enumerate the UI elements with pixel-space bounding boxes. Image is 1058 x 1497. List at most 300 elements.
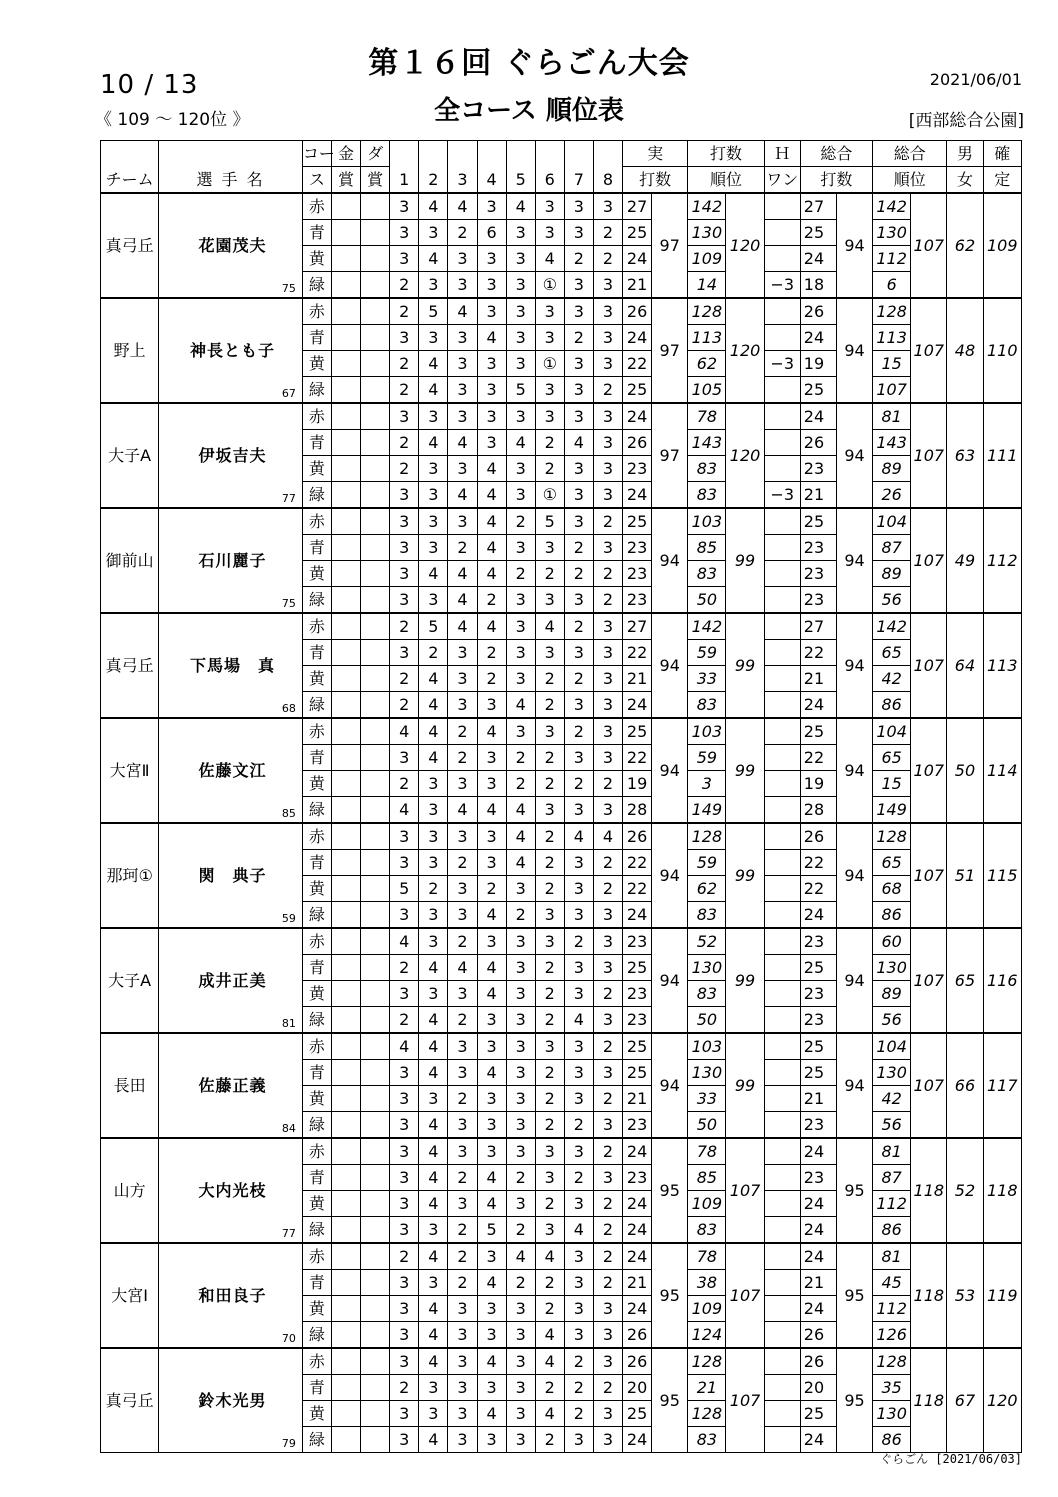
hole-in-one-bonus <box>764 613 800 640</box>
hole-score-value: 2 <box>544 668 555 688</box>
hole-score-value: 3 <box>457 878 468 898</box>
hole-score-value: 3 <box>602 196 614 216</box>
hole-score <box>477 1033 506 1060</box>
player-name: 成井正美 <box>198 970 267 990</box>
team-name: 野上 <box>101 298 159 403</box>
rank-range: 《 109 ～ 120位 》 <box>95 110 250 130</box>
hole-score <box>448 1427 477 1453</box>
hole-score <box>419 981 448 1007</box>
hole-score <box>390 1112 419 1139</box>
hole-score <box>419 1112 448 1139</box>
course-total-rank: 104 <box>873 718 911 745</box>
course-strokes: 23 <box>623 456 652 482</box>
hole-score <box>593 850 622 876</box>
hole-in-one-bonus <box>764 1296 800 1322</box>
hole-score <box>564 430 593 456</box>
hole-score-value: 4 <box>428 1036 439 1056</box>
hole-score-value: 2 <box>544 1377 555 1397</box>
gold-prize <box>331 1243 360 1270</box>
course-total: 26 <box>800 1322 836 1349</box>
stroke-rank: 99 <box>726 613 764 718</box>
hole-score <box>593 351 622 377</box>
hole-score <box>390 797 419 824</box>
course-strokes: 22 <box>623 351 652 377</box>
course-total-rank: 113 <box>873 325 911 351</box>
hole-score <box>448 1033 477 1060</box>
col-total-top: 総合 <box>800 141 872 167</box>
hole-score-value: 2 <box>602 563 614 583</box>
hole-score <box>564 351 593 377</box>
hole-score <box>448 535 477 561</box>
course-total-rank: 89 <box>873 561 911 587</box>
table-row <box>101 508 1022 535</box>
gold-prize <box>331 928 360 955</box>
hole-score-value: 3 <box>544 1219 555 1239</box>
hole-score-value: 3 <box>486 1088 497 1108</box>
hole-score-value: 3 <box>399 1167 410 1187</box>
hole-score <box>506 1427 535 1453</box>
hole-score <box>390 246 419 272</box>
col-final-bot: 定 <box>983 167 1021 194</box>
hole-score <box>593 1191 622 1217</box>
hole-score <box>390 745 419 771</box>
course-rank: 14 <box>688 272 726 299</box>
hole-score <box>390 718 419 745</box>
footer-stamp: ぐらごん [2021/06/03] <box>880 1452 1022 1466</box>
overall-rank: 107 <box>911 928 947 1033</box>
hole-score-value: 3 <box>486 1324 497 1344</box>
hole-score <box>390 1191 419 1217</box>
da-prize <box>361 955 390 981</box>
hole-score <box>448 823 477 850</box>
hole-score <box>593 876 622 902</box>
hole-score-value: 4 <box>399 931 410 951</box>
overall-total: 95 <box>836 1348 872 1453</box>
gold-prize <box>331 1191 360 1217</box>
col-hole-1: 1 <box>390 141 419 194</box>
hole-score-value: 2 <box>457 537 468 557</box>
hole-score <box>535 902 564 929</box>
course-total: 23 <box>800 561 836 587</box>
hole-score <box>390 902 419 929</box>
gender-rank: 50 <box>947 718 983 823</box>
hole-score-value: 3 <box>428 983 439 1003</box>
hole-in-one-bonus <box>764 325 800 351</box>
hole-score-value: 2 <box>573 563 584 583</box>
hole-score <box>535 850 564 876</box>
da-prize <box>361 193 390 220</box>
hole-score-value: 3 <box>515 957 526 977</box>
hole-score <box>477 1401 506 1427</box>
course-total: 22 <box>800 640 836 666</box>
hole-score <box>477 403 506 430</box>
course-name: 赤 <box>302 1033 331 1060</box>
hole-in-one-bonus <box>764 1375 800 1401</box>
player-cell <box>159 508 303 613</box>
course-total: 24 <box>800 1243 836 1270</box>
hole-in-one-bonus <box>764 666 800 692</box>
hole-score-value: 3 <box>515 1193 526 1213</box>
hole-score-value: 4 <box>515 826 526 846</box>
course-total-rank: 128 <box>873 823 911 850</box>
hole-score <box>564 403 593 430</box>
hole-score <box>419 666 448 692</box>
da-prize <box>361 1033 390 1060</box>
da-prize <box>361 403 390 430</box>
course-total: 27 <box>800 193 836 220</box>
hole-score-value: 3 <box>428 327 439 347</box>
course-total-rank: 112 <box>873 246 911 272</box>
course-total: 21 <box>800 1086 836 1112</box>
course-rank: 83 <box>688 692 726 719</box>
hole-score-value: 2 <box>573 248 584 268</box>
hole-score-value: 3 <box>399 826 410 846</box>
course-name: 緑 <box>302 272 331 299</box>
hole-score <box>593 430 622 456</box>
hole-in-one-mark: ① <box>542 484 557 504</box>
hole-score-value: 4 <box>515 799 526 819</box>
hole-score <box>477 666 506 692</box>
hole-score-value: 3 <box>573 642 584 662</box>
hole-score <box>593 1243 622 1270</box>
course-name: 青 <box>302 220 331 246</box>
player-cell <box>159 1033 303 1138</box>
hole-score-value: 4 <box>573 1009 584 1029</box>
da-prize <box>361 1060 390 1086</box>
hole-score-value: 3 <box>428 458 439 478</box>
hole-score-value: 4 <box>428 1009 439 1029</box>
hole-score <box>506 902 535 929</box>
col-team: チーム <box>101 141 159 194</box>
hole-score-value: 2 <box>457 721 468 741</box>
hole-score <box>593 1007 622 1034</box>
hole-score-value: 2 <box>486 642 497 662</box>
hole-score-value: 3 <box>602 642 614 662</box>
hole-in-one-bonus <box>764 928 800 955</box>
hole-score-value: 3 <box>602 1324 614 1344</box>
hole-score-value: 2 <box>544 1062 555 1082</box>
hole-score <box>419 1217 448 1244</box>
hole-score <box>419 692 448 719</box>
col-hole-6: 6 <box>535 141 564 194</box>
gold-prize <box>331 1270 360 1296</box>
course-strokes: 25 <box>623 220 652 246</box>
hole-score <box>419 771 448 797</box>
hole-score <box>419 797 448 824</box>
da-prize <box>361 823 390 850</box>
hole-score <box>390 1086 419 1112</box>
hole-score <box>419 482 448 509</box>
course-total-rank: 42 <box>873 666 911 692</box>
course-total-rank: 126 <box>873 1322 911 1349</box>
hole-in-one-bonus <box>764 771 800 797</box>
hole-score <box>448 1401 477 1427</box>
gold-prize <box>331 193 360 220</box>
hole-score-value: 3 <box>544 379 555 399</box>
hole-score <box>419 745 448 771</box>
hole-score-value: 3 <box>399 852 410 872</box>
hole-score-value: 2 <box>457 1219 468 1239</box>
course-strokes: 22 <box>623 640 652 666</box>
course-total-rank: 87 <box>873 1165 911 1191</box>
course-total-rank: 15 <box>873 351 911 377</box>
hole-score-value: 3 <box>573 301 584 321</box>
course-rank: 128 <box>688 298 726 325</box>
hole-score-value: 3 <box>515 1114 526 1134</box>
hole-score <box>593 1322 622 1349</box>
col-gold-top: 金 <box>331 141 360 167</box>
hole-score <box>506 823 535 850</box>
team-name: 大子A <box>101 928 159 1033</box>
hole-score-value: 3 <box>515 1403 526 1423</box>
hole-score <box>448 325 477 351</box>
course-strokes: 25 <box>623 1033 652 1060</box>
hole-score-value: 3 <box>486 826 497 846</box>
course-total: 22 <box>800 876 836 902</box>
hole-score-value: 3 <box>457 1141 468 1161</box>
course-strokes: 28 <box>623 797 652 824</box>
hole-score <box>564 1401 593 1427</box>
course-strokes: 22 <box>623 745 652 771</box>
hole-score-value: 2 <box>515 1167 526 1187</box>
hole-score <box>477 718 506 745</box>
course-total-rank: 81 <box>873 403 911 430</box>
hole-score <box>506 1243 535 1270</box>
course-rank: 62 <box>688 351 726 377</box>
course-total: 25 <box>800 1033 836 1060</box>
course-rank: 142 <box>688 613 726 640</box>
team-name: 大宮Ⅰ <box>101 1243 159 1348</box>
gold-prize <box>331 1217 360 1244</box>
gold-prize <box>331 351 360 377</box>
final-rank: 114 <box>983 718 1021 823</box>
hole-score-value: 3 <box>602 931 614 951</box>
player-cell <box>159 298 303 403</box>
hole-score <box>593 482 622 509</box>
hole-score <box>564 587 593 614</box>
hole-score <box>593 692 622 719</box>
hole-score-value: 2 <box>399 458 410 478</box>
hole-score <box>448 1243 477 1270</box>
course-name: 青 <box>302 1375 331 1401</box>
hole-score <box>564 508 593 535</box>
hole-score <box>564 902 593 929</box>
gender-rank: 53 <box>947 1243 983 1348</box>
stroke-rank: 99 <box>726 508 764 613</box>
hole-score-value: 2 <box>457 1272 468 1292</box>
hole-score <box>506 325 535 351</box>
hole-score-value: 3 <box>573 878 584 898</box>
hole-score <box>390 430 419 456</box>
hole-score <box>593 666 622 692</box>
hole-score-value: 3 <box>602 301 614 321</box>
hole-score-value: 3 <box>399 1324 410 1344</box>
hole-score-value: 3 <box>544 589 555 609</box>
course-strokes: 21 <box>623 1086 652 1112</box>
gender-rank: 66 <box>947 1033 983 1138</box>
hole-score <box>477 482 506 509</box>
hole-score <box>448 403 477 430</box>
hole-score <box>564 1112 593 1139</box>
hole-score-value: 4 <box>486 983 497 1003</box>
hole-score <box>390 850 419 876</box>
hole-score-value: 3 <box>486 1009 497 1029</box>
hole-score-value: 3 <box>486 773 497 793</box>
hole-score <box>535 403 564 430</box>
hole-score-value: 4 <box>399 1036 410 1056</box>
hole-score-value: 3 <box>428 484 439 504</box>
hole-score <box>477 430 506 456</box>
course-rank: 130 <box>688 220 726 246</box>
course-total: 22 <box>800 745 836 771</box>
course-strokes: 25 <box>623 1401 652 1427</box>
hole-score <box>593 902 622 929</box>
hole-score-value: 4 <box>428 721 439 741</box>
team-name: 真弓丘 <box>101 1348 159 1453</box>
course-total-rank: 86 <box>873 1217 911 1244</box>
course-total-rank: 130 <box>873 955 911 981</box>
hole-score <box>535 666 564 692</box>
course-total: 23 <box>800 535 836 561</box>
course-rank: 142 <box>688 193 726 220</box>
hole-score-value: 3 <box>573 852 584 872</box>
course-rank: 85 <box>688 535 726 561</box>
course-total-rank: 128 <box>873 1348 911 1375</box>
hole-score-value: 4 <box>486 1351 497 1371</box>
hole-in-one-bonus <box>764 745 800 771</box>
course-rank: 52 <box>688 928 726 955</box>
player-age: 75 <box>281 597 296 610</box>
col-h-bot: ワン <box>764 167 800 194</box>
hole-in-one-bonus <box>764 955 800 981</box>
course-total-rank: 112 <box>873 1191 911 1217</box>
hole-score <box>390 1060 419 1086</box>
hole-score <box>564 220 593 246</box>
hole-score-value: 4 <box>428 379 439 399</box>
hole-score <box>506 1296 535 1322</box>
course-name: 赤 <box>302 508 331 535</box>
course-total: 25 <box>800 955 836 981</box>
hole-score <box>535 351 564 377</box>
hole-score <box>593 508 622 535</box>
course-total: 23 <box>800 1007 836 1034</box>
hole-score <box>448 430 477 456</box>
course-total-rank: 89 <box>873 456 911 482</box>
hole-score <box>448 902 477 929</box>
course-rank: 103 <box>688 718 726 745</box>
hole-score-value: 2 <box>602 1272 614 1292</box>
course-name: 緑 <box>302 692 331 719</box>
hole-score <box>593 1296 622 1322</box>
hole-score <box>593 771 622 797</box>
hole-score <box>564 850 593 876</box>
hole-score <box>448 928 477 955</box>
hole-score <box>390 325 419 351</box>
course-total: 24 <box>800 246 836 272</box>
overall-rank: 118 <box>911 1348 947 1453</box>
course-total: 25 <box>800 1060 836 1086</box>
hole-score-value: 3 <box>428 799 439 819</box>
hole-score-value: 3 <box>602 1403 614 1423</box>
gold-prize <box>331 1322 360 1349</box>
hole-score-value: 3 <box>602 1429 614 1449</box>
hole-score <box>593 1427 622 1453</box>
hole-score <box>535 193 564 220</box>
hole-score <box>564 1033 593 1060</box>
table-row <box>101 718 1022 745</box>
hole-score-value: 2 <box>457 1009 468 1029</box>
gold-prize <box>331 482 360 509</box>
hole-score <box>448 246 477 272</box>
hole-score-value: 2 <box>544 458 555 478</box>
hole-score <box>390 377 419 404</box>
gold-prize <box>331 298 360 325</box>
hole-score-value: 4 <box>486 1062 497 1082</box>
hole-score-value: 4 <box>515 852 526 872</box>
team-name: 山方 <box>101 1138 159 1243</box>
course-name: 黄 <box>302 456 331 482</box>
hole-score <box>506 981 535 1007</box>
course-total-rank: 112 <box>873 1296 911 1322</box>
hole-score <box>419 1348 448 1375</box>
hole-score-value: 4 <box>428 1351 439 1371</box>
hole-score <box>535 1165 564 1191</box>
hole-in-one-bonus <box>764 535 800 561</box>
actual-total: 97 <box>652 298 688 403</box>
hole-score <box>506 561 535 587</box>
course-name: 緑 <box>302 1217 331 1244</box>
course-name: 黄 <box>302 1296 331 1322</box>
course-total: 25 <box>800 718 836 745</box>
hole-score <box>390 587 419 614</box>
course-name: 青 <box>302 955 331 981</box>
hole-score-value: 3 <box>602 1298 614 1318</box>
hole-score-value: 4 <box>457 196 468 216</box>
hole-score <box>506 403 535 430</box>
hole-score <box>506 1060 535 1086</box>
hole-score-value: 3 <box>573 379 584 399</box>
hole-score <box>593 955 622 981</box>
hole-score-value: 3 <box>399 1062 410 1082</box>
overall-total: 94 <box>836 1033 872 1138</box>
hole-score-value: 2 <box>602 1088 614 1108</box>
course-total-rank: 104 <box>873 508 911 535</box>
stroke-rank: 99 <box>726 823 764 928</box>
course-strokes: 25 <box>623 1060 652 1086</box>
player-name: 和田良子 <box>198 1285 267 1305</box>
hole-score-value: 3 <box>515 484 526 504</box>
hole-score <box>506 456 535 482</box>
hole-score-value: 2 <box>399 432 410 452</box>
hole-score-value: 2 <box>573 773 584 793</box>
hole-score-value: 3 <box>573 799 584 819</box>
hole-score-value: 4 <box>544 1403 555 1423</box>
hole-score-value: 2 <box>602 1193 614 1213</box>
overall-rank: 107 <box>911 193 947 298</box>
course-total: 24 <box>800 1138 836 1165</box>
hole-score-value: 4 <box>428 1298 439 1318</box>
hole-score-value: 3 <box>515 1141 526 1161</box>
hole-score <box>535 508 564 535</box>
course-strokes: 21 <box>623 666 652 692</box>
hole-score-value: 4 <box>515 694 526 714</box>
hole-score-value: 3 <box>399 511 410 531</box>
overall-rank: 107 <box>911 823 947 928</box>
hole-score <box>448 1270 477 1296</box>
gold-prize <box>331 403 360 430</box>
course-strokes: 24 <box>623 902 652 929</box>
course-total-rank: 65 <box>873 850 911 876</box>
